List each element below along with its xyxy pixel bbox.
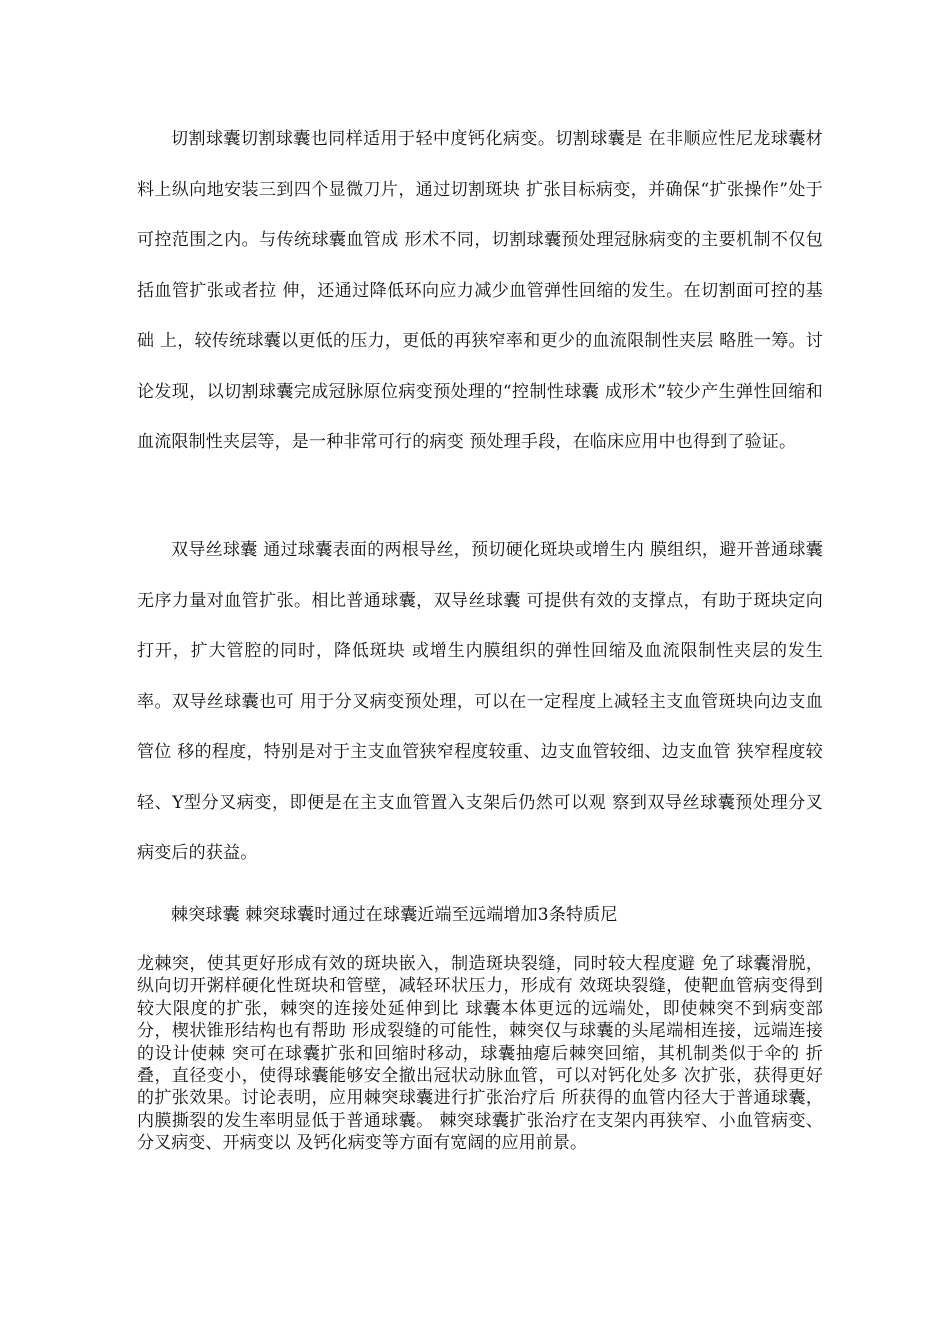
paragraph-double-wire-balloon: 双导丝球囊 通过球囊表面的两根导丝，预切硬化斑块或增生内 膜组织，避开普通球囊无序力量对血管扩张。相比普通球囊，双导丝球囊 可提供有效的支撑点，有助于斑块定向打开，扩大管腔的同时，降低斑块 或增生内膜组织的弹性回缩及血流限制性夹层的发生率。双导丝球囊也可 用于分叉病变预处理，可以在一定程度上减轻主支血管斑块向边支血管位 移的程度，特别是对于主支血管狭窄程度较重、边支血管较细、边支血管 狭窄程度较轻、Y型分叉病变，即便是在主支血管置入支架后仍然可以观 察到双导丝球囊预处理分叉病变后的获益。 — [137, 540, 823, 863]
paragraph-spike-balloon-first-line: 棘突球囊 棘突球囊时通过在球囊近端至远端增加3条特质尼 — [171, 905, 618, 925]
paragraph-cutting-balloon: 切割球囊切割球囊也同样适用于轻中度钙化病变。切割球囊是 在非顺应性尼龙球囊材料上纵向地安装三到四个显微刀片，通过切割斑块 扩张目标病变，并确保“扩张操作”处于可控范围之内。与传统球囊血管成 形术不同，切割球囊预处理冠脉病变的主要机制不仅包括血管扩张或者拉 伸，还通过降低环向应力减少血管弹性回缩的发生。在切割面可控的基础 上，较传统球囊以更低的压力，更低的再狭窄率和更少的血流限制性夹层 略胜一筹。讨论发现，以切割球囊完成冠脉原位病变预处理的“控制性球囊 成形术”较少产生弹性回缩和血流限制性夹层等，是一种非常可行的病变 预处理手段，在临床应用中也得到了验证。 — [137, 129, 823, 452]
paragraph-spike-balloon-body: 龙棘突，使其更好形成有效的斑块嵌入，制造斑块裂缝，同时较大程度避 免了球囊滑脱，纵向切开粥样硬化性斑块和管壁，减轻环状压力，形成有 效斑块裂缝，使靶血管病变得到较大限度的扩张，棘突的连接处延伸到比 球囊本体更远的远端处，即使棘突不到病变部分，楔状锥形结构也有帮助 形成裂缝的可能性，棘突仅与球囊的头尾端相连接，远端连接的设计使棘 突可在球囊扩张和回缩时移动，球囊抽瘪后棘突回缩，其机制类似于伞的 折叠，直径变小，使得球囊能够安全撤出冠状动脉血管，可以对钙化处多 次扩张，获得更好的扩张效果。讨论表明，应用棘突球囊进行扩张治疗后 所获得的血管内径大于普通球囊，内膜撕裂的发生率明显低于普通球囊。 棘突球囊扩张治疗在支架内再狭窄、小血管病变、分叉病变、开病变以 及钙化病变等方面有宽阔的应用前景。 — [137, 954, 823, 1154]
